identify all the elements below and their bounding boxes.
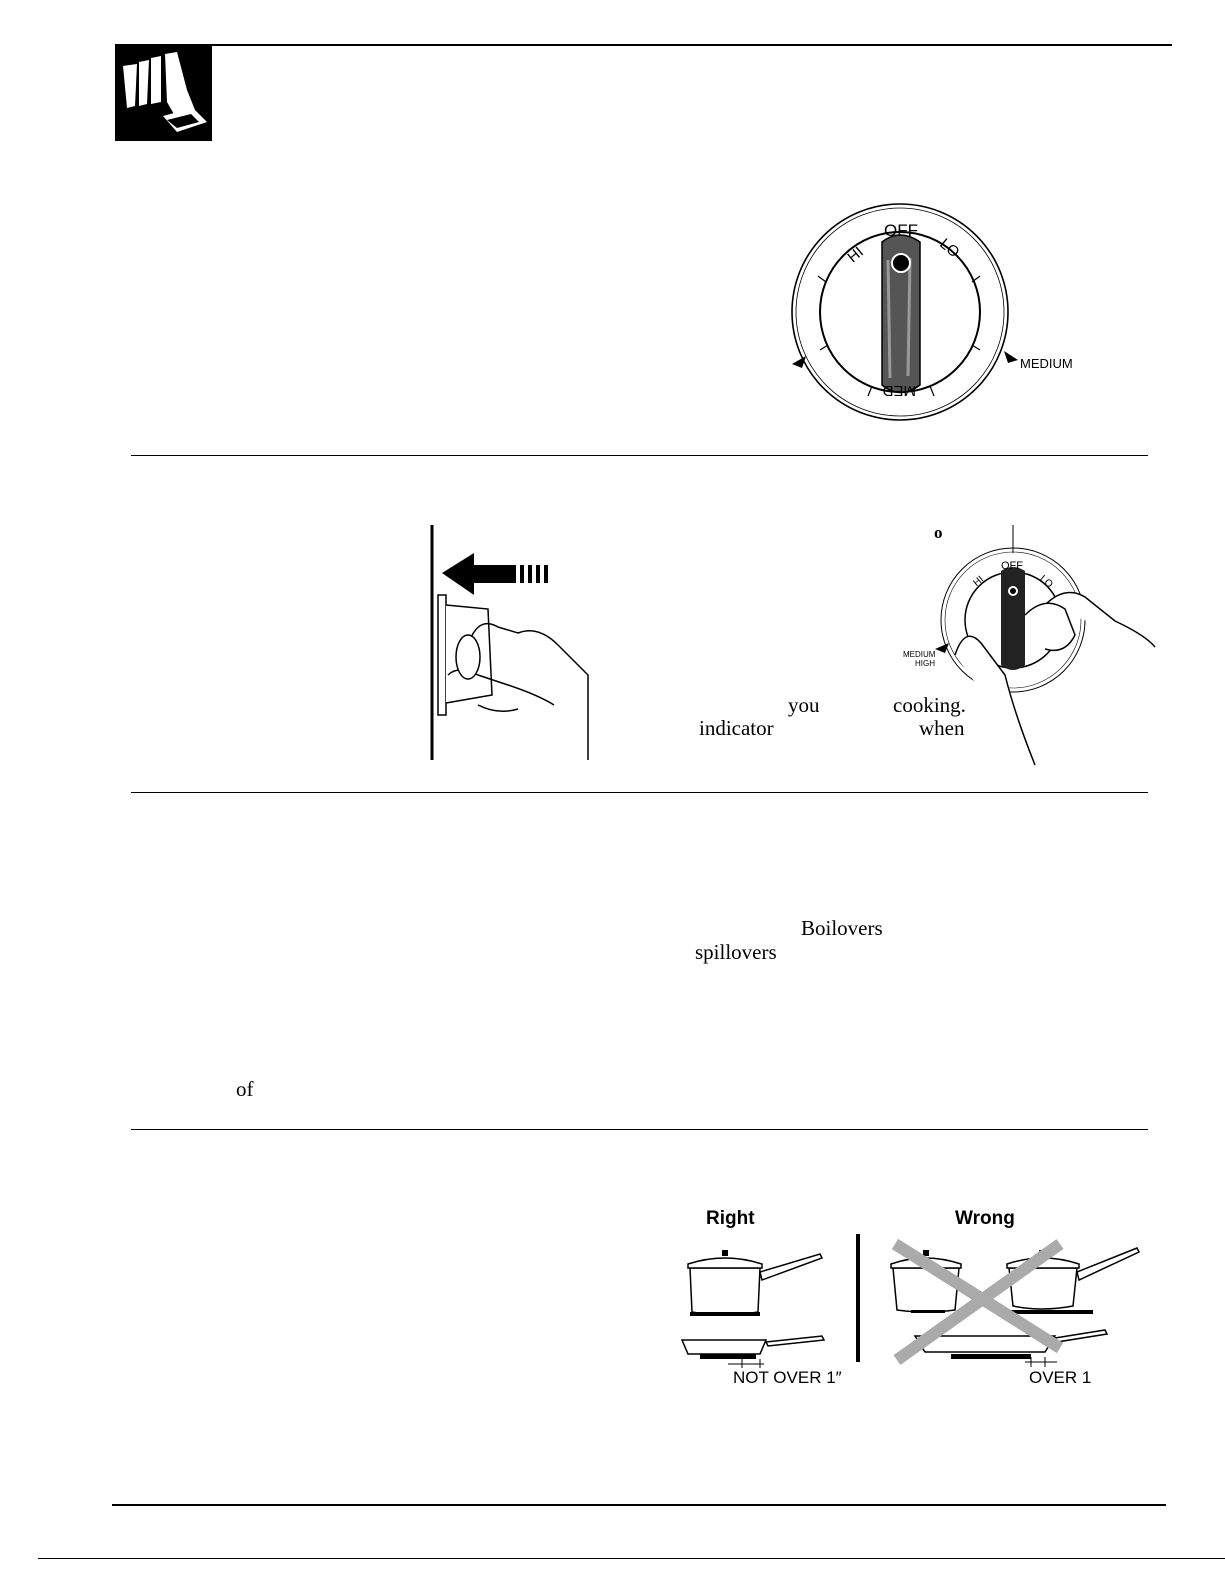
surface-unit-dial-large (780, 200, 1080, 430)
push-knob-illustration (428, 525, 598, 760)
dial-medium-callout: MEDIUM (1020, 356, 1073, 371)
small-dial-high-label: HIGH (915, 659, 935, 668)
text-fragment-when: when (919, 716, 965, 740)
right-caption: NOT OVER 1″ (733, 1368, 842, 1387)
small-dial-lo-label: LO (1037, 573, 1055, 591)
text-fragment-boilovers: Boilovers (801, 916, 883, 940)
small-dial-off-label: OFF (1001, 560, 1023, 572)
text-fragment-o: o (934, 523, 943, 542)
right-label: Right (706, 1208, 755, 1229)
section-divider-2 (131, 792, 1148, 793)
footer-rule-thin (38, 1558, 1225, 1559)
small-dial-medium-label: MEDIUM (903, 650, 936, 659)
dial-off-label: OFF (884, 221, 918, 240)
text-fragment-indicator: indicator (699, 716, 774, 740)
footer-rule (112, 1504, 1166, 1506)
section-divider-3 (131, 1129, 1148, 1130)
header-rule (115, 44, 1172, 46)
dial-lo-label: LO (936, 235, 963, 262)
text-fragment-of: of (236, 1077, 254, 1101)
dial-med-label: MED (882, 382, 916, 399)
right-wrong-separator (856, 1234, 860, 1362)
dial-hi-label: HI (844, 243, 867, 267)
text-fragment-you: you (788, 693, 820, 717)
cookware-wrong-illustration (885, 1240, 1150, 1370)
cookware-right-illustration (680, 1240, 840, 1370)
section-divider-1 (131, 455, 1148, 456)
wrong-caption: OVER 1 (1029, 1368, 1092, 1387)
text-fragment-cooking: cooking. (893, 693, 966, 717)
text-fragment-spillovers: spillovers (695, 940, 777, 964)
small-dial-hi-label: HI (971, 574, 987, 589)
wrong-label: Wrong (955, 1208, 1015, 1229)
hand-pressing-button-icon (115, 46, 212, 141)
